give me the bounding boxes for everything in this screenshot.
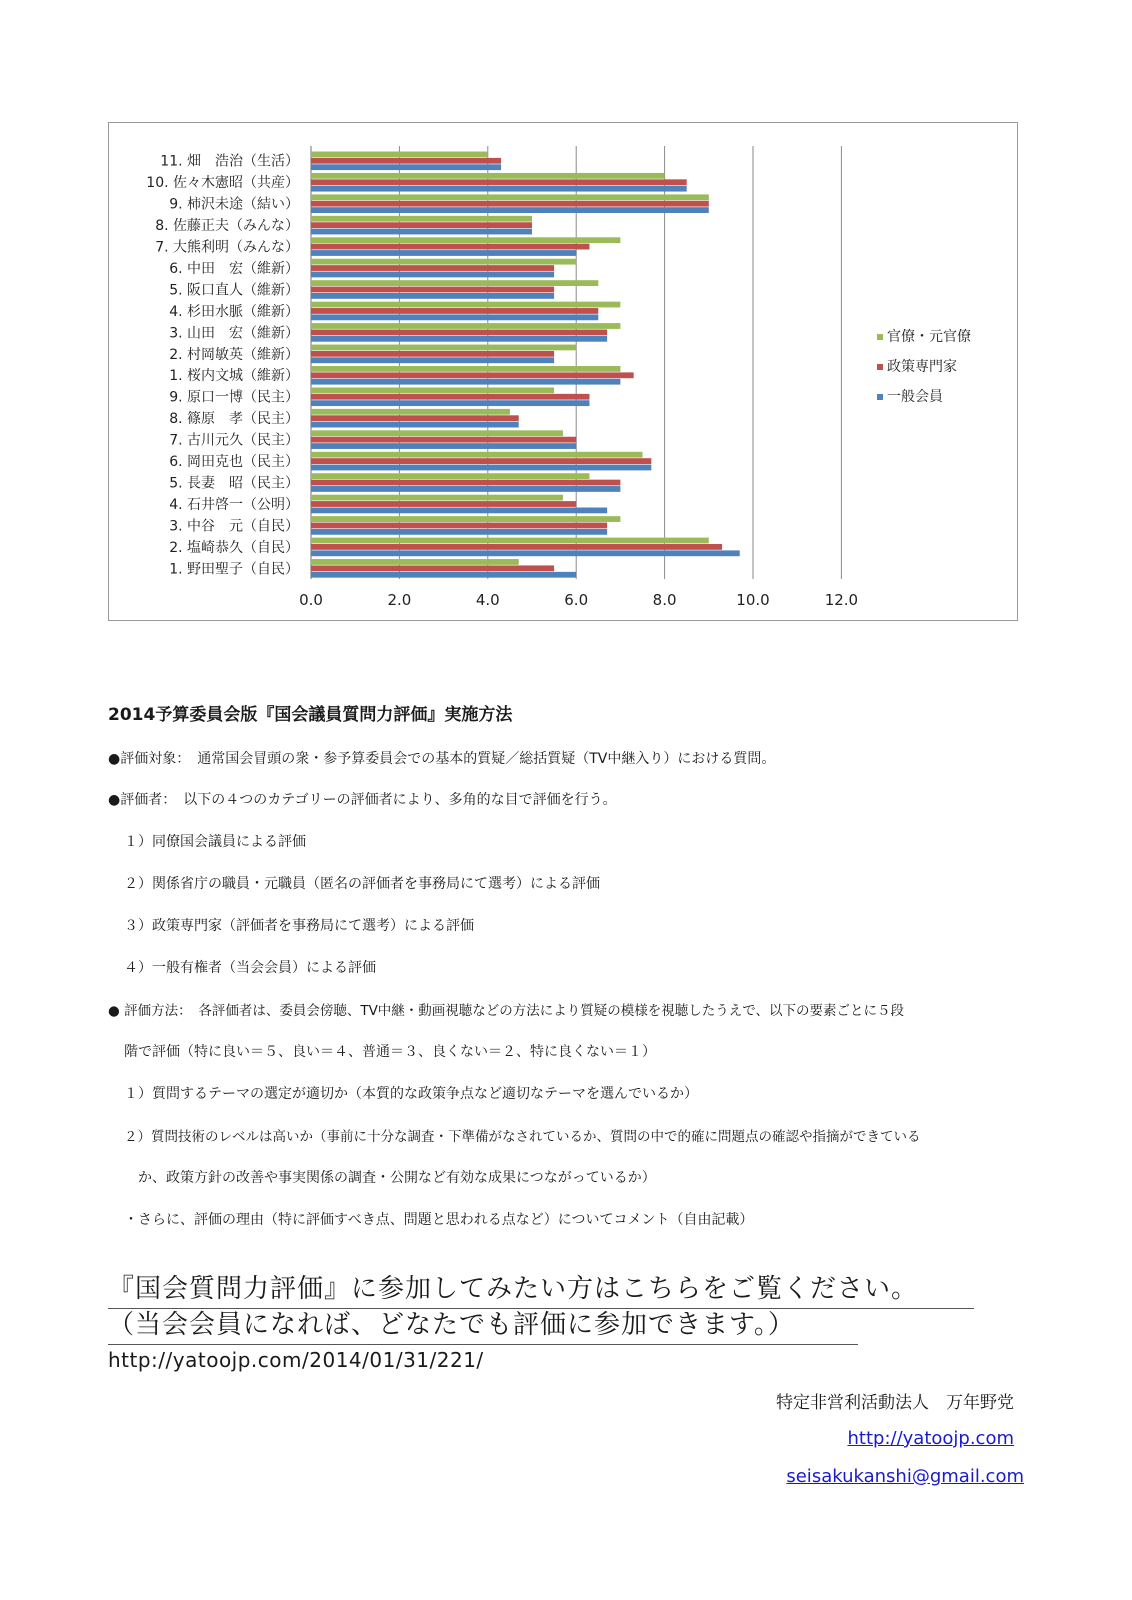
method-line-criterion-1: １）質問するテーマの選定が適切か（本質的な政策争点など適切なテーマを選んでいるか） <box>124 1086 698 1102</box>
legend-label: 一般会員 <box>887 389 943 405</box>
method-line-criterion-2: ２）質問技術のレベルは高いか（事前に十分な調査・下準備がなされているか、質問の中で的確に問題点の確認や指摘ができている <box>124 1129 921 1145</box>
category-label: 11. 畑 浩治（生活） <box>160 153 299 170</box>
category-label: 7. 大熊利明（みんな） <box>155 239 299 256</box>
bar <box>311 529 607 535</box>
x-tick-label: 6.0 <box>564 591 589 609</box>
bar <box>311 538 709 544</box>
bar <box>311 293 554 299</box>
bar <box>311 336 607 342</box>
site-link[interactable]: http://yatoojp.com <box>847 1428 1014 1449</box>
bar <box>311 272 554 278</box>
bar <box>311 357 554 363</box>
bar <box>311 516 620 522</box>
category-label: 6. 中田 宏（維新） <box>169 260 299 277</box>
legend-swatch <box>877 394 883 400</box>
legend-swatch <box>877 334 883 340</box>
bar <box>311 523 607 529</box>
x-tick-label: 10.0 <box>736 591 770 609</box>
bar <box>311 323 620 329</box>
bar <box>311 216 532 222</box>
bar <box>311 351 554 357</box>
bar <box>311 366 620 372</box>
category-label: 7. 古川元久（民主） <box>169 432 299 449</box>
bar <box>311 201 709 207</box>
bar <box>311 308 598 314</box>
bar <box>311 473 589 479</box>
category-label: 3. 中谷 元（自民） <box>169 518 299 535</box>
bar <box>311 186 687 192</box>
category-label: 5. 阪口直人（維新） <box>169 282 299 299</box>
bar <box>311 152 488 158</box>
bar <box>311 572 576 578</box>
category-label: 4. 杉田水脈（維新） <box>169 303 299 320</box>
method-line-evaluator-3: ３）政策専門家（評価者を事務局にて選考）による評価 <box>124 918 474 934</box>
method-line-criterion-2-cont: か、政策方針の改善や事実関係の調査・公開など有効な成果につながっているか） <box>138 1170 656 1186</box>
bar <box>311 265 554 271</box>
bar <box>311 409 510 415</box>
legend-swatch <box>877 364 883 370</box>
bar <box>311 229 532 235</box>
bar <box>311 164 501 170</box>
bar <box>311 486 620 492</box>
bar <box>311 544 722 550</box>
bar <box>311 394 589 400</box>
x-tick-label: 8.0 <box>652 591 677 609</box>
bar <box>311 400 589 406</box>
bar <box>311 280 598 286</box>
legend-label: 官僚・元官僚 <box>887 329 971 345</box>
bar <box>311 480 620 486</box>
cta-underline-2 <box>108 1344 858 1346</box>
bar <box>311 330 607 336</box>
bar <box>311 565 554 571</box>
cta-line-2 <box>108 1304 795 1341</box>
chart-frame <box>108 122 1018 621</box>
bar <box>311 250 576 256</box>
cta-url[interactable]: http://yatoojp.com/2014/01/31/221/ <box>108 1348 484 1372</box>
method-title: 2014予算委員会版『国会議員質問力評価』実施方法 <box>108 705 513 725</box>
bar <box>311 452 643 458</box>
category-label: 9. 柿沢未途（結い） <box>169 196 299 213</box>
method-line-evaluator-2: ２）関係省庁の職員・元職員（匿名の評価者を事務局にて選考）による評価 <box>124 876 600 892</box>
method-line-evaluators: ●評価者： 以下の４つのカテゴリーの評価者により、多角的な目で評価を行う。 <box>108 792 617 808</box>
bar <box>311 550 740 556</box>
email-link[interactable]: seisakukanshi@gmail.com <box>786 1466 1024 1487</box>
category-label: 3. 山田 宏（維新） <box>169 325 299 342</box>
x-tick-label: 12.0 <box>824 591 859 609</box>
bar <box>311 207 709 213</box>
category-label: 4. 石井啓一（公明） <box>169 496 299 513</box>
bar <box>311 415 519 421</box>
bar <box>311 314 598 320</box>
bar <box>311 465 651 471</box>
bar <box>311 495 563 501</box>
bar <box>311 430 563 436</box>
bar <box>311 422 519 428</box>
bar <box>311 244 589 250</box>
category-label: 10. 佐々木憲昭（共産） <box>146 175 299 192</box>
bar <box>311 237 620 243</box>
bar <box>311 372 634 378</box>
bar <box>311 387 554 393</box>
method-line-evaluator-4: ４）一般有権者（当会会員）による評価 <box>124 960 376 976</box>
category-label: 2. 塩崎恭久（自民） <box>169 539 299 556</box>
legend-label: 政策専門家 <box>887 359 957 375</box>
bar <box>311 194 709 200</box>
cta-line-2-text: （当会会員になれば、どなたでも評価に参加できます。） <box>108 1310 795 1340</box>
bar <box>311 501 576 507</box>
category-label: 5. 長妻 昭（民主） <box>169 475 299 492</box>
bar <box>311 259 576 265</box>
bar <box>311 458 651 464</box>
x-tick-label: 2.0 <box>387 591 412 609</box>
x-tick-label: 4.0 <box>475 591 500 609</box>
method-line-scale: 階で評価（特に良い＝５、良い＝４、普通＝３、良くない＝２、特に良くない＝１） <box>124 1044 656 1060</box>
bar <box>311 379 620 385</box>
bar-chart <box>109 123 1017 620</box>
category-label: 1. 桜内文城（維新） <box>169 368 299 385</box>
x-tick-label: 0.0 <box>299 591 323 609</box>
cta-line-1 <box>108 1268 918 1305</box>
bar <box>311 345 576 351</box>
bar <box>311 179 687 185</box>
category-label: 1. 野田聖子（自民） <box>169 561 299 578</box>
bar <box>311 559 519 565</box>
category-label: 8. 佐藤正夫（みんな） <box>155 218 299 235</box>
bar <box>311 508 607 514</box>
category-label: 6. 岡田克也（民主） <box>169 454 299 471</box>
method-line-comment: ・さらに、評価の理由（特に評価すべき点、問題と思われる点など）についてコメント（自由記載） <box>124 1212 754 1228</box>
bar <box>311 437 576 443</box>
bar <box>311 287 554 293</box>
method-line-evaluator-1: １）同僚国会議員による評価 <box>124 834 306 850</box>
bar <box>311 173 665 179</box>
organization-name: 特定非営利活動法人 万年野党 <box>776 1393 1014 1413</box>
method-line-method: ● 評価方法： 各評価者は、委員会傍聴、TV中継・動画視聴などの方法により質疑の模様を視聴したうえで、以下の要素ごとに５段 <box>108 1003 905 1019</box>
bar <box>311 302 620 308</box>
bar <box>311 443 576 449</box>
cta-line-1-text: 『国会質問力評価』に参加してみたい方はこちらをご覧ください。 <box>108 1274 919 1304</box>
bar <box>311 222 532 228</box>
category-label: 2. 村岡敏英（維新） <box>169 346 299 363</box>
category-label: 9. 原口一博（民主） <box>169 389 299 406</box>
bar <box>311 158 501 164</box>
category-label: 8. 篠原 孝（民主） <box>169 411 299 428</box>
method-line-target: ●評価対象： 通常国会冒頭の衆・参予算委員会での基本的質疑／総括質疑（TV中継入り）における質問。 <box>108 751 776 767</box>
